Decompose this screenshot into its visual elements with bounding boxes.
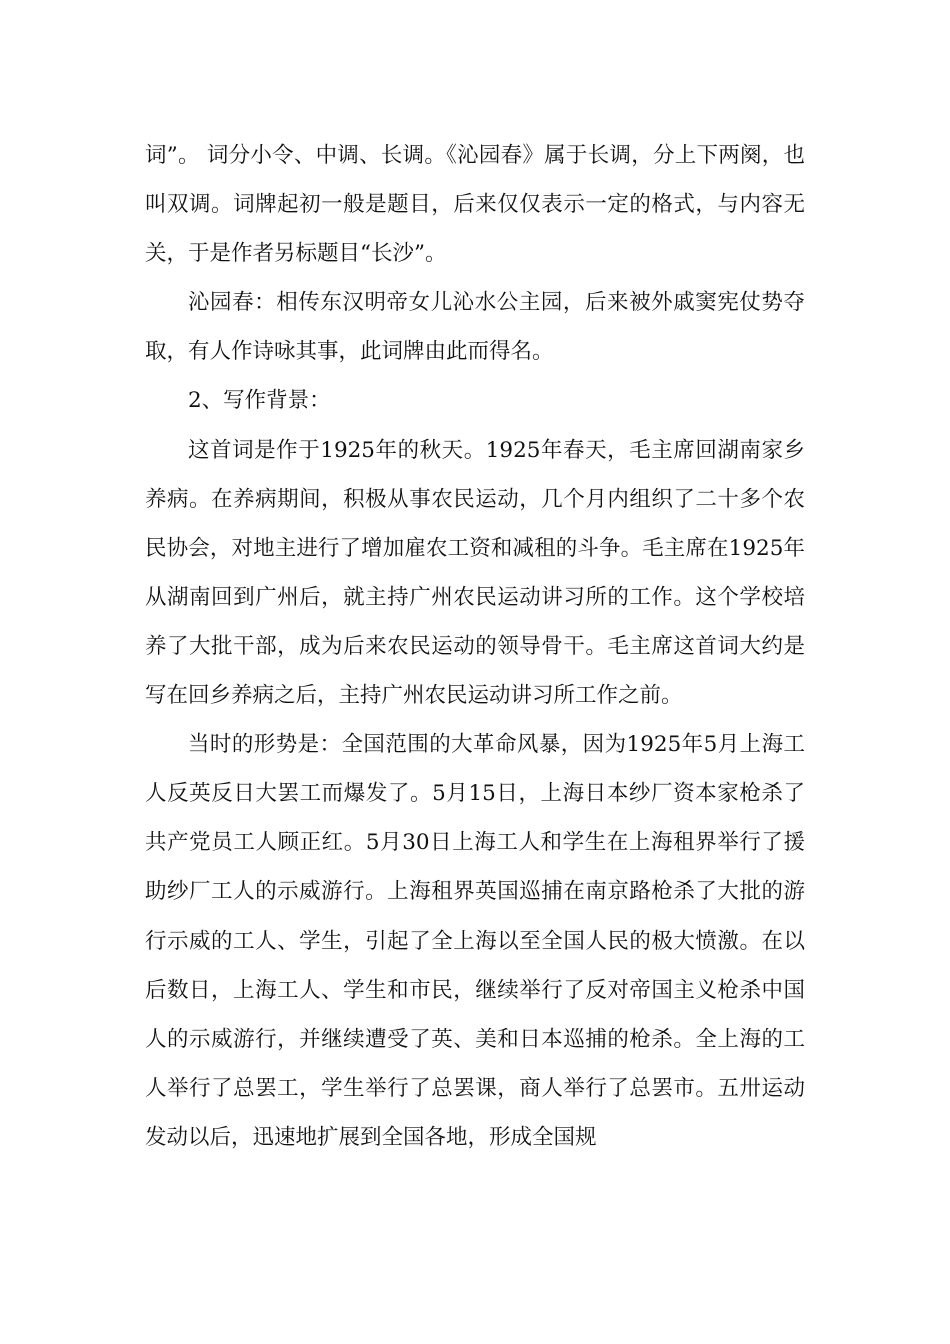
paragraph-1: 词”。 词分小令、中调、长调。《沁园春》属于长调，分上下两阕，也叫双调。词牌起初一般是题目，后来仅仅表示一定的格式，与内容无关，于是作者另标题目“长沙”。 bbox=[145, 143, 805, 267]
section-heading-writing-background: 2、写作背景： bbox=[188, 388, 331, 414]
paragraph-3: 这首词是作于1925年的秋天。1925年春天，毛主席回湖南家乡养病。在养病期间，积极从事农民运动，几个月内组织了二十多个农民协会，对地主进行了增加雇农工资和减租的斗争。毛主席在1925年从湖南回到广州后，就主持广州农民运动讲习所的工作。这个学校培养了大批干部，成为后来农民运动的领导骨干。毛主席这首词大约是写在回乡养病之后，主持广州农民运动讲习所工作之前。 bbox=[145, 437, 805, 709]
paragraph-4: 当时的形势是：全国范围的大革命风暴，因为1925年5月上海工人反英反日大罢工而爆发了。5月15日，上海日本纱厂资本家枪杀了共产党员工人顾正红。5月30日上海工人和学生在上海租界举行了援助纱厂工人的示威游行。上海租界英国巡捕在南京路枪杀了大批的游行示威的工人、学生，引起了全上海以至全国人民的极大愤激。在以后数日，上海工人、学生和市民，继续举行了反对帝国主义枪杀中国人的示威游行，并继续遭受了英、美和日本巡捕的枪杀。全上海的工人举行了总罢工，学生举行了总罢课，商人举行了总罢市。五卅运动发动以后，迅速地扩展到全国各地，形成全国规 bbox=[145, 732, 805, 1150]
body-text bbox=[145, 131, 805, 1162]
paragraph-2: 沁园春：相传东汉明帝女儿沁水公主园，后来被外戚窦宪仗势夺取，有人作诗咏其事，此词牌由此而得名。 bbox=[145, 290, 805, 365]
